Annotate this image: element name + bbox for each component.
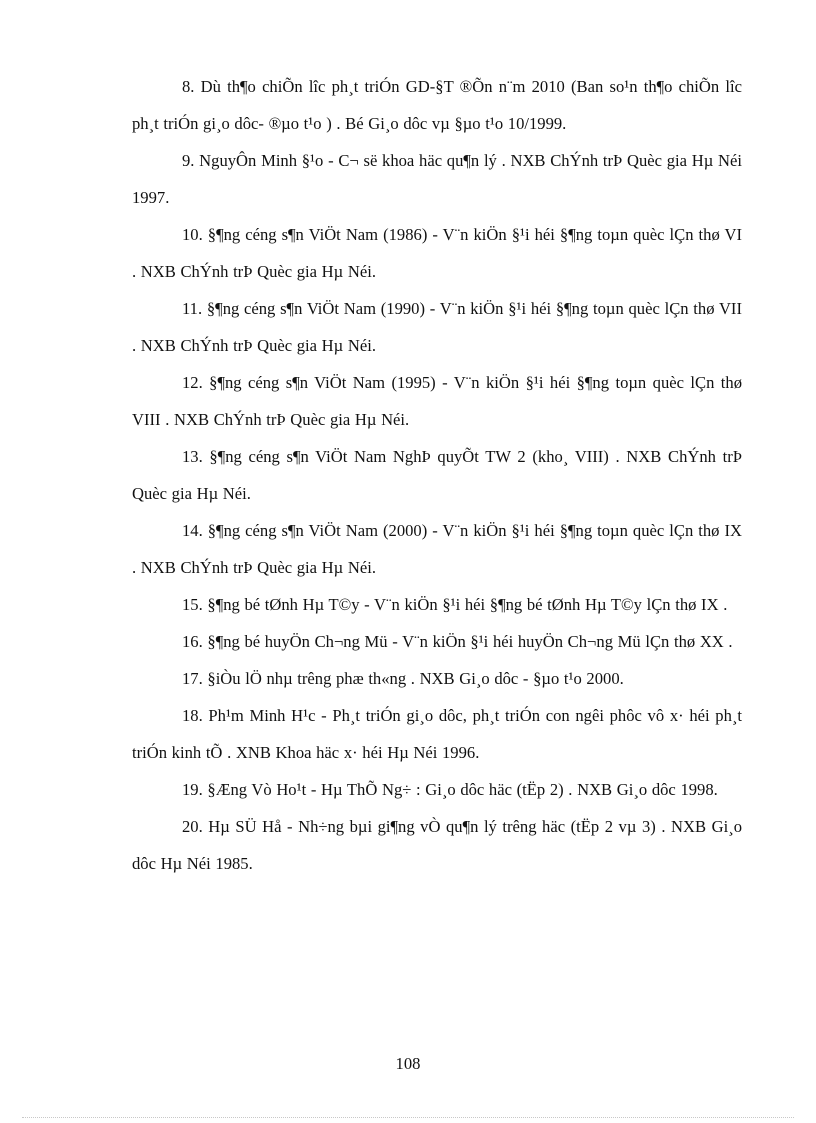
reference-item-13: 13. §¶ng céng s¶n ViÖt Nam NghÞ quyÕt TW 2 (kho¸ VIII) . NXB ChÝnh trÞ Quèc gia Hµ Néi. <box>132 447 742 503</box>
reference-item-11: 11. §¶ng céng s¶n ViÖt Nam (1990) - V¨n kiÖn §¹i héi §¶ng toµn quèc lÇn thø VII . NXB ChÝnh trÞ Quèc gia Hµ Néi. <box>132 299 742 355</box>
reference-item-16: 16. §¶ng bé huyÖn Ch¬ng Mü - V¨n kiÖn §¹i héi huyÖn Ch¬ng Mü lÇn thø XX . <box>182 632 733 651</box>
reference-item-10: 10. §¶ng céng s¶n ViÖt Nam (1986) - V¨n kiÖn §¹i héi §¶ng toµn quèc lÇn thø VI . NXB ChÝnh trÞ Quèc gia Hµ Néi. <box>132 225 742 281</box>
reference-item-14: 14. §¶ng céng s¶n ViÖt Nam (2000) - V¨n kiÖn §¹i héi §¶ng toµn quèc lÇn thø IX . NXB ChÝnh trÞ Quèc gia Hµ Néi. <box>132 521 742 577</box>
reference-item-8: 8. Dù th¶o chiÕn lîc ph¸t triÓn GD-§T ®Õn n¨m 2010 (Ban so¹n th¶o chiÕn lîc ph¸t triÓn gi¸o dôc- ®µo t¹o ) . Bé Gi¸o dôc vµ §µo t¹o 10/1999. <box>132 77 742 133</box>
reference-item-17: 17. §iÒu lÖ nhµ trêng phæ th«ng . NXB Gi¸o dôc - §µo t¹o 2000. <box>182 669 624 688</box>
reference-item-12: 12. §¶ng céng s¶n ViÖt Nam (1995) - V¨n kiÖn §¹i héi §¶ng toµn quèc lÇn thø VIII . NXB ChÝnh trÞ Quèc gia Hµ Néi. <box>132 373 742 429</box>
bottom-divider <box>22 1117 794 1118</box>
reference-list <box>132 68 742 882</box>
reference-item-18: 18. Ph¹m Minh H¹c - Ph¸t triÓn gi¸o dôc, ph¸t triÓn con ngêi phôc vô x· héi ph¸t triÓn kinh tÕ . XNB Khoa häc x· héi Hµ Néi 1996. <box>132 706 742 762</box>
reference-item-19: 19. §Æng Vò Ho¹t - Hµ ThÕ Ng÷ : Gi¸o dôc häc (tËp 2) . NXB Gi¸o dôc 1998. <box>182 780 718 799</box>
reference-item-9: 9. NguyÔn Minh §¹o - C¬ së khoa häc qu¶n lý . NXB ChÝnh trÞ Quèc gia Hµ Néi 1997. <box>132 151 742 207</box>
reference-item-20: 20. Hµ SÜ Hå - Nh÷ng bµi gi¶ng vÒ qu¶n lý trêng häc (tËp 2 vµ 3) . NXB Gi¸o dôc Hµ Néi 1985. <box>132 817 742 873</box>
page-number: 108 <box>395 1054 421 1073</box>
reference-item-15: 15. §¶ng bé tØnh Hµ T©y - V¨n kiÖn §¹i héi §¶ng bé tØnh Hµ T©y lÇn thø IX . <box>182 595 728 614</box>
